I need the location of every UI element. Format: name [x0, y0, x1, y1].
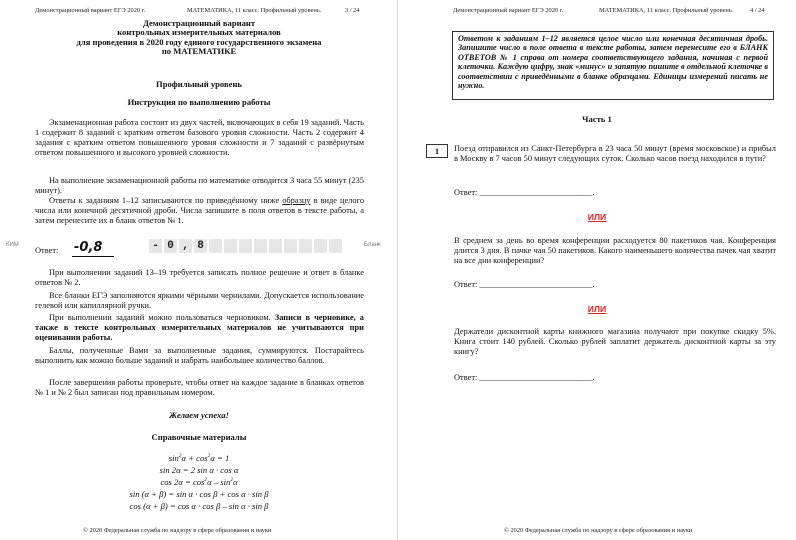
task-number-box: 1 — [426, 144, 448, 158]
paragraph-draft: При выполнении заданий можно пользоваться черновиком. Записи в черновике, а также в тексте контрольных измерительных материалов не учитываются при оценивании работы. — [35, 313, 364, 342]
or-separator-1: ИЛИ — [587, 212, 607, 222]
sample-answer-handwritten: -0,8 — [74, 240, 103, 255]
instruction-heading: Инструкция по выполнению работы — [127, 97, 271, 107]
answer-instructions-box: Ответом к заданиям 1–12 является целое число или конечная десятичная дробь. Запишите число в поле ответа в тексте работы, затем перенесите его в БЛАНК ОТВЕТОВ № 1 справа от номера соответствующего задания, начиная с первой клеточки. Каждую цифру, знак «минус» и запятую пишите в отдельной клеточке в соответствии с приведёнными в бланке образцами. Единицы измерений писать не нужно. — [452, 31, 774, 100]
answer-cell: 8 — [194, 239, 207, 253]
task-train: Поезд отправился из Санкт-Петербурга в 23 часа 50 минут (время московское) и прибыл в Москву в 7 часов 50 минут следующих суток. Сколько часов поезд находился в пути? — [454, 144, 776, 163]
paragraph-scores: Баллы, полученные Вами за выполненные задания, суммируются. Постарайтесь выполнить как можно больше заданий и набрать наибольшее количество баллов. — [35, 346, 364, 365]
answer-cell: 0 — [164, 239, 177, 253]
formula-sin-double: sin 2α = 2 sin α · cos α — [159, 465, 239, 475]
sample-answer-cells — [149, 239, 342, 253]
header-page-number: 3 / 24 — [345, 7, 360, 14]
blank-label: Бланк — [364, 242, 381, 248]
paragraph-structure: Экзаменационная работа состоит из двух частей, включающих в себя 19 заданий. Часть 1 содержит 8 заданий с кратким ответом базового уровня сложности. Часть 2 содержит 4 задания с кратким ответом повышенного уровня сложности и 7 заданий с развёрнутым ответом повышенного и высокого уровней сложности. — [35, 118, 364, 157]
answer-line-1: Ответ: ___________________________. — [454, 188, 595, 197]
kim-label: КИМ — [6, 242, 19, 248]
answer-cell — [314, 239, 327, 253]
answer-cell — [239, 239, 252, 253]
answer-line-2: Ответ: ___________________________. — [454, 280, 595, 289]
answer-cell — [254, 239, 267, 253]
header-subject: МАТЕМАТИКА, 11 класс. Профильный уровень. — [599, 7, 734, 14]
document-title: Демонстрационный вариант контрольных измерительных материалов для проведения в 2020 году единого государственного экзамена по МАТЕМАТИКЕ — [76, 18, 322, 57]
answer-line-3: Ответ: ___________________________. — [454, 373, 595, 382]
formula-sin-sum: sin (α + β) = sin α · cos β + cos α · sin β — [129, 489, 269, 499]
answer-cell: - — [149, 239, 162, 253]
footer-copyright: © 2020 Федеральная служба по надзору в сфере образования и науки — [83, 527, 272, 534]
answer-cell — [299, 239, 312, 253]
reference-heading: Справочные материалы — [151, 432, 247, 442]
sample-answer-label: Ответ: — [35, 246, 59, 255]
level-heading: Профильный уровень — [156, 79, 242, 89]
header-left: Демонстрационный вариант ЕГЭ 2020 г. — [453, 7, 564, 14]
formula-cos-sum: cos (α + β) = cos α · cos β – sin α · sin β — [129, 501, 269, 511]
part-heading: Часть 1 — [582, 114, 612, 124]
answer-cell — [329, 239, 342, 253]
formula-cos-double: $\cos 2\alpha = \cos^2\alpha - \sin^2\alpha$ — [160, 477, 238, 487]
paragraph-answer-format: Ответы к заданиям 1–12 записываются по приведённому ниже образцу в виде целого числа или конечной десятичной дроби. Числа запишите в поля ответов в тексте работы, а затем перенесите их в бланк ответов № 1. — [35, 196, 365, 225]
header-subject: МАТЕМАТИКА, 11 класс. Профильный уровень. — [187, 7, 322, 14]
paragraph-ink: Все бланки ЕГЭ заполняются яркими чёрными чернилами. Допускается использование гелевой или капиллярной ручки. — [35, 291, 364, 310]
task-tea: В среднем за день во время конференции расходуется 80 пакетиков чая. Конференция длится 3 дня. В пачке чая 50 пакетиков. Какого наименьшего количества пачек чая хватит на все дни конференции? — [454, 236, 776, 265]
answer-underline — [72, 256, 114, 257]
answer-cell — [224, 239, 237, 253]
header-page-number: 4 / 24 — [750, 7, 765, 14]
answer-cell — [269, 239, 282, 253]
paragraph-duration: На выполнение экзаменационной работы по математике отводится 3 часа 55 минут (235 минут). — [35, 176, 364, 195]
good-luck-text: Желаем успеха! — [169, 410, 229, 420]
answer-cell — [284, 239, 297, 253]
page-4 — [398, 0, 796, 540]
paragraph-check: После завершения работы проверьте, чтобы ответ на каждое задание в бланках ответов № 1 и № 2 был записан под правильным номером. — [35, 378, 364, 397]
formula-pythagorean: $\sin^2\alpha + \cos^2\alpha = 1$ — [168, 453, 230, 463]
header-left: Демонстрационный вариант ЕГЭ 2020 г. — [35, 7, 146, 14]
footer-copyright: © 2020 Федеральная служба по надзору в сфере образования и науки — [504, 527, 693, 534]
answer-cell — [209, 239, 222, 253]
or-separator-2: ИЛИ — [587, 304, 607, 314]
task-discount: Держатели дисконтной карты книжного магазина получают при покупке скидку 5%. Книга стоит 140 рублей. Сколько рублей заплатит держатель дисконтной карты за эту книгу? — [454, 327, 776, 356]
paragraph-part2: При выполнении заданий 13–19 требуется записать полное решение и ответ в бланке ответов № 2. — [35, 268, 364, 287]
answer-cell: , — [179, 239, 192, 253]
